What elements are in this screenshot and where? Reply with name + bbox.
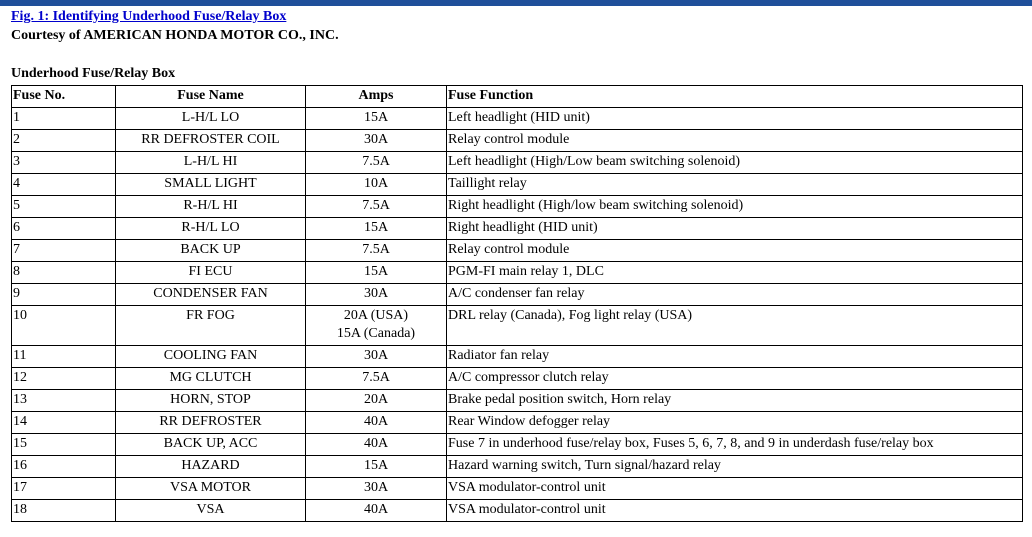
fuse-number-cell: 8 <box>12 262 116 284</box>
amps-value: 10A <box>363 176 389 191</box>
table-header-row <box>12 86 1023 108</box>
figure-title-link[interactable]: Fig. 1: Identifying Underhood Fuse/Relay Box <box>11 9 287 24</box>
amps-cell <box>306 108 447 130</box>
fuse-name-cell: COOLING FAN <box>116 346 306 368</box>
fuse-name-cell: HAZARD <box>116 456 306 478</box>
fuse-name-cell: VSA MOTOR <box>116 478 306 500</box>
fuse-number-cell: 15 <box>12 434 116 456</box>
fuse-function-cell: Fuse 7 in underhood fuse/relay box, Fuses 5, 6, 7, 8, and 9 in underdash fuse/relay box <box>447 434 1023 456</box>
amps-cell <box>306 262 447 284</box>
table-row <box>12 174 1023 196</box>
fuse-name-cell: VSA <box>116 500 306 522</box>
table-row <box>12 262 1023 284</box>
amps-value: 30A <box>363 480 389 495</box>
fuse-number-cell: 2 <box>12 130 116 152</box>
fuse-function-cell: Right headlight (HID unit) <box>447 218 1023 240</box>
fuse-name-cell: CONDENSER FAN <box>116 284 306 306</box>
fuse-function-cell: DRL relay (Canada), Fog light relay (USA) <box>447 306 1023 346</box>
amps-value: 15A <box>363 458 389 473</box>
top-accent-bar <box>0 0 1032 6</box>
amps-cell <box>306 240 447 262</box>
fuse-name-cell: FI ECU <box>116 262 306 284</box>
fuse-function-cell: Relay control module <box>447 240 1023 262</box>
table-row <box>12 368 1023 390</box>
fuse-number-cell: 5 <box>12 196 116 218</box>
fuse-number-cell: 6 <box>12 218 116 240</box>
table-row <box>12 130 1023 152</box>
amps-value: 40A <box>363 414 389 429</box>
fuse-name-cell: HORN, STOP <box>116 390 306 412</box>
table-row <box>12 346 1023 368</box>
fuse-name-cell: FR FOG <box>116 306 306 346</box>
fuse-number-cell: 1 <box>12 108 116 130</box>
fuse-number-cell: 9 <box>12 284 116 306</box>
fuse-function-cell: A/C compressor clutch relay <box>447 368 1023 390</box>
amps-cell <box>306 500 447 522</box>
fuse-function-cell: Relay control module <box>447 130 1023 152</box>
amps-value: 30A <box>363 348 389 363</box>
fuse-function-cell: Left headlight (High/Low beam switching solenoid) <box>447 152 1023 174</box>
amps-cell <box>306 152 447 174</box>
fuse-function-cell: VSA modulator-control unit <box>447 478 1023 500</box>
amps-value: 15A <box>363 264 389 279</box>
column-header-amps: Amps <box>306 86 447 108</box>
amps-cell <box>306 174 447 196</box>
amps-value: 7.5A <box>362 370 390 385</box>
fuse-number-cell: 16 <box>12 456 116 478</box>
table-row <box>12 478 1023 500</box>
fuse-number-cell: 11 <box>12 346 116 368</box>
amps-value: 20A (USA) <box>343 308 409 323</box>
table-row <box>12 390 1023 412</box>
fuse-function-cell: Right headlight (High/low beam switching solenoid) <box>447 196 1023 218</box>
table-row <box>12 500 1023 522</box>
amps-value: 15A (Canada) <box>336 326 416 341</box>
amps-value: 30A <box>363 286 389 301</box>
fuse-name-cell: RR DEFROSTER COIL <box>116 130 306 152</box>
fuse-number-cell: 3 <box>12 152 116 174</box>
table-row <box>12 196 1023 218</box>
table-row <box>12 306 1023 346</box>
amps-value: 15A <box>363 110 389 125</box>
fuse-function-cell: Left headlight (HID unit) <box>447 108 1023 130</box>
fuse-function-cell: Radiator fan relay <box>447 346 1023 368</box>
table-row <box>12 240 1023 262</box>
fuse-function-cell: A/C condenser fan relay <box>447 284 1023 306</box>
fuse-name-cell: R-H/L LO <box>116 218 306 240</box>
fuse-name-cell: L-H/L LO <box>116 108 306 130</box>
table-caption: Underhood Fuse/Relay Box <box>11 66 176 81</box>
fuse-number-cell: 12 <box>12 368 116 390</box>
table-row <box>12 284 1023 306</box>
table-row <box>12 456 1023 478</box>
fuse-name-cell: L-H/L HI <box>116 152 306 174</box>
column-header-fuse-no: Fuse No. <box>12 86 116 108</box>
fuse-name-cell: RR DEFROSTER <box>116 412 306 434</box>
table-row <box>12 152 1023 174</box>
amps-cell <box>306 434 447 456</box>
fuse-name-cell: MG CLUTCH <box>116 368 306 390</box>
fuse-name-cell: SMALL LIGHT <box>116 174 306 196</box>
fuse-number-cell: 18 <box>12 500 116 522</box>
table-row <box>12 434 1023 456</box>
fuse-function-cell: PGM-FI main relay 1, DLC <box>447 262 1023 284</box>
amps-cell <box>306 196 447 218</box>
fuse-function-cell: Taillight relay <box>447 174 1023 196</box>
table-row <box>12 108 1023 130</box>
amps-cell <box>306 368 447 390</box>
fuse-function-cell: VSA modulator-control unit <box>447 500 1023 522</box>
amps-cell <box>306 456 447 478</box>
amps-cell <box>306 130 447 152</box>
fuse-name-cell: R-H/L HI <box>116 196 306 218</box>
amps-cell <box>306 346 447 368</box>
amps-cell <box>306 218 447 240</box>
courtesy-line: Courtesy of AMERICAN HONDA MOTOR CO., INC. <box>11 28 339 43</box>
fuse-number-cell: 13 <box>12 390 116 412</box>
fuse-number-cell: 4 <box>12 174 116 196</box>
amps-value: 7.5A <box>362 154 390 169</box>
amps-cell <box>306 306 447 346</box>
fuse-table <box>11 85 1023 522</box>
fuse-function-cell: Rear Window defogger relay <box>447 412 1023 434</box>
amps-cell <box>306 390 447 412</box>
amps-value: 30A <box>363 132 389 147</box>
amps-value: 40A <box>363 502 389 517</box>
column-header-fuse-function: Fuse Function <box>447 86 1023 108</box>
table-row <box>12 412 1023 434</box>
amps-value: 7.5A <box>362 242 390 257</box>
fuse-function-cell: Brake pedal position switch, Horn relay <box>447 390 1023 412</box>
column-header-fuse-name: Fuse Name <box>116 86 306 108</box>
fuse-function-cell: Hazard warning switch, Turn signal/hazard relay <box>447 456 1023 478</box>
fuse-number-cell: 10 <box>12 306 116 346</box>
fuse-number-cell: 14 <box>12 412 116 434</box>
amps-value: 15A <box>363 220 389 235</box>
amps-value: 7.5A <box>362 198 390 213</box>
fuse-number-cell: 17 <box>12 478 116 500</box>
amps-cell <box>306 478 447 500</box>
fuse-name-cell: BACK UP, ACC <box>116 434 306 456</box>
fuse-name-cell: BACK UP <box>116 240 306 262</box>
fuse-number-cell: 7 <box>12 240 116 262</box>
amps-cell <box>306 412 447 434</box>
fuse-table-body <box>12 108 1023 522</box>
amps-cell <box>306 284 447 306</box>
table-row <box>12 218 1023 240</box>
amps-value: 20A <box>363 392 389 407</box>
amps-value: 40A <box>363 436 389 451</box>
